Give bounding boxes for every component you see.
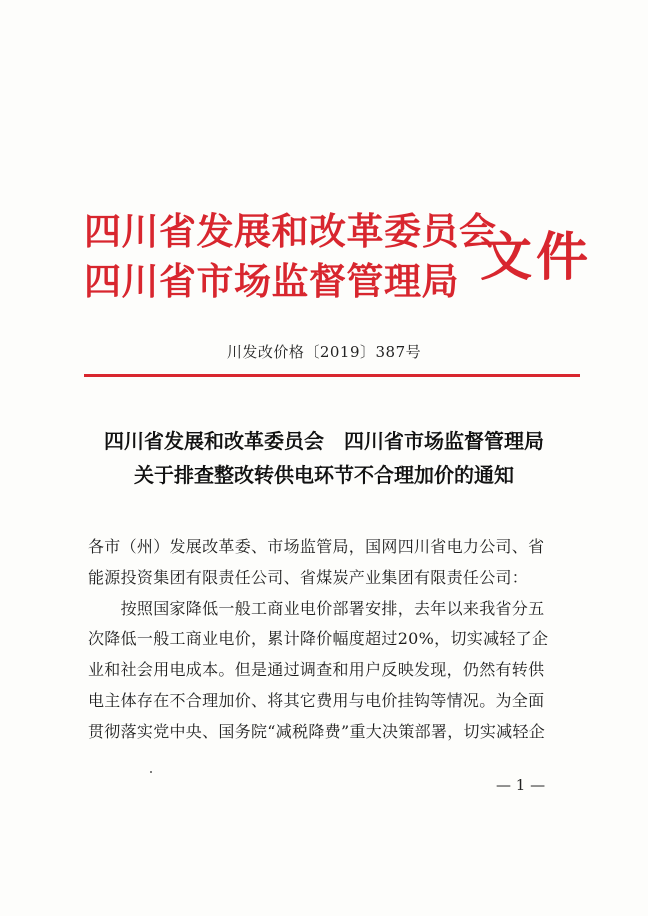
notice-body (88, 532, 578, 748)
body-line: 能源投资集团有限责任公司、省煤炭产业集团有限责任公司： (88, 567, 529, 587)
title-line-1: 四川省发展和改革委员会 四川省市场监督管理局 (104, 429, 544, 453)
page-number: — 1 — (496, 776, 546, 794)
document-number: 川发改价格〔2019〕387号 (226, 343, 422, 361)
issuing-organizations (84, 206, 497, 306)
body-line: 业和社会用电成本。但是通过调查和用户反映发现，仍然有转供 (88, 660, 545, 680)
scan-speck (150, 771, 152, 773)
red-divider (84, 374, 580, 377)
body-line: 贯彻落实党中央、国务院“减税降费”重大决策部署，切实减轻企 (88, 721, 546, 741)
body-line: 电主体存在不合理加价、将其它费用与电价挂钩等情况。为全面 (88, 690, 545, 710)
org-name-development-reform: 四川省发展和改革委员会 (84, 209, 497, 253)
document-word: 文件 (480, 227, 593, 288)
title-line-2: 关于排查整改转供电环节不合理加价的通知 (134, 463, 514, 487)
body-line: 次降低一般工商业电价，累计降价幅度超过20%，切实减轻了企 (88, 629, 549, 649)
body-line: 按照国家降低一般工商业电价部署安排，去年以来我省分五 (88, 598, 545, 618)
document-header (84, 206, 593, 314)
org-name-market-regulation: 四川省市场监督管理局 (84, 259, 459, 303)
notice-title (0, 424, 648, 492)
body-line: 各市（州）发展改革委、市场监管局，国网四川省电力公司、省 (88, 537, 545, 556)
